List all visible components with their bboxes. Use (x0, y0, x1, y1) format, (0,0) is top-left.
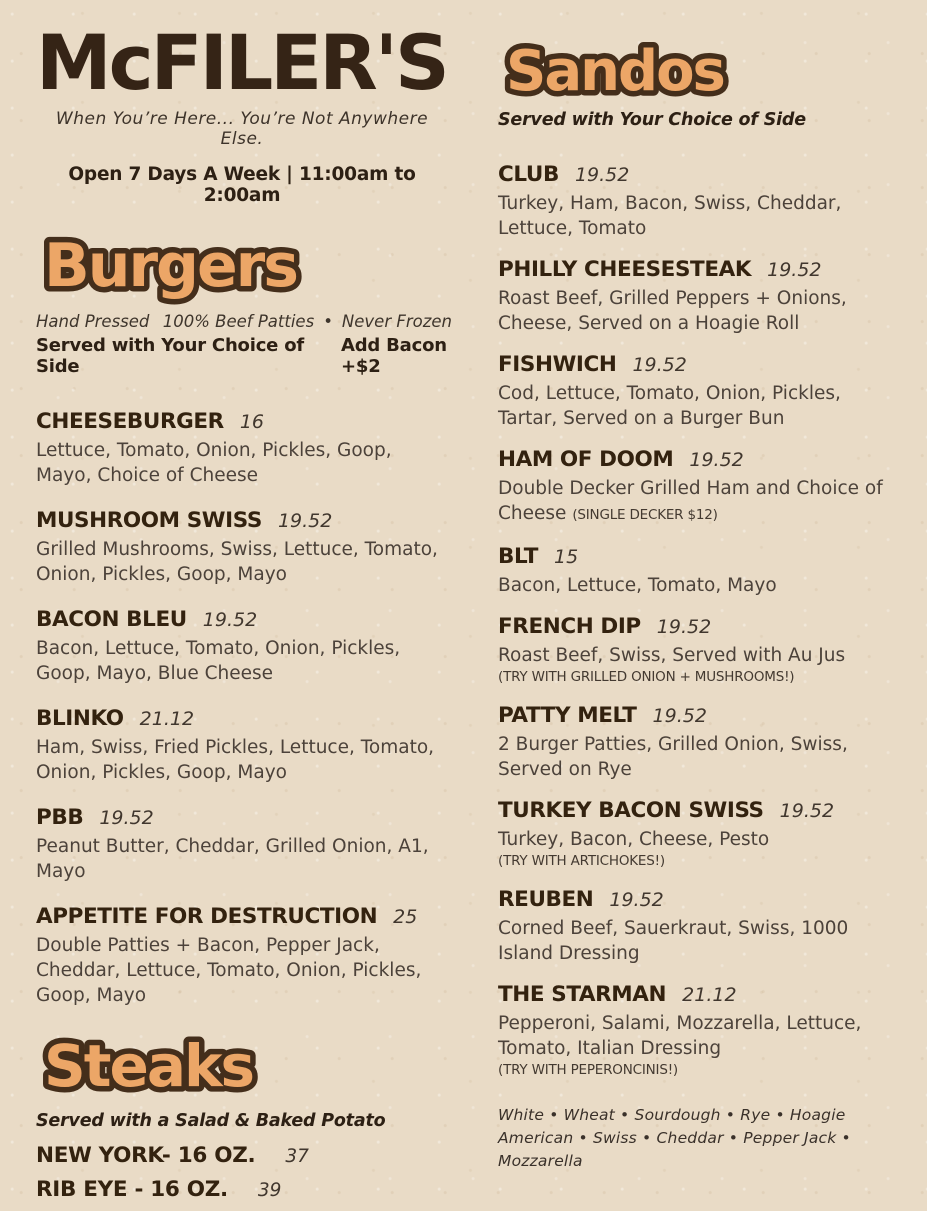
item-header (498, 703, 907, 728)
item-name: PHILLY CHEESESTEAK (498, 257, 752, 282)
item-header (36, 409, 476, 434)
item-description: Corned Beef, Sauerkraut, Swiss, 1000 Island Dressing (498, 918, 849, 964)
item-price: 19.52 (779, 800, 835, 822)
item-header (498, 257, 907, 282)
menu-item (36, 607, 476, 686)
item-price: 25 (393, 905, 418, 928)
item-header (498, 352, 907, 377)
item-name: BLT (498, 544, 538, 569)
item-description-text: Double Decker Grilled Ham and Choice of Cheese (498, 478, 883, 524)
item-price: 19.52 (277, 509, 333, 532)
right-column (498, 24, 907, 1211)
item-description: Ham, Swiss, Fried Pickles, Lettuce, Tomato, Onion, Pickles, Goop, Mayo (36, 736, 435, 783)
tag-bullet: • (323, 311, 333, 331)
item-description: Turkey, Ham, Bacon, Swiss, Cheddar, Lettuce, Tomato (498, 193, 842, 239)
burgers-served-line (36, 335, 476, 377)
burgers-bacon-addon: Add Bacon +$2 (341, 334, 447, 377)
item-header (36, 904, 476, 929)
hours-line: Open 7 Days A Week | 11:00am to 2:00am (68, 163, 416, 206)
item-description: Roast Beef, Grilled Peppers + Onions, Cheese, Served on a Hoagie Roll (498, 288, 847, 334)
restaurant-tagline: When You’re Here... You’re Not Anywhere Else. (55, 108, 429, 149)
sandos-item-list (498, 162, 907, 1080)
menu-item (36, 706, 476, 785)
menu-item (36, 1143, 476, 1168)
item-description: 2 Burger Patties, Grilled Onion, Swiss, Served on Rye (498, 734, 848, 780)
tag-beef-patties: 100% Beef Patties (162, 311, 315, 331)
item-inline-note: (SINGLE DECKER $12) (572, 507, 718, 523)
item-name: REUBEN (498, 887, 594, 912)
item-name: THE STARMAN (498, 982, 667, 1007)
item-price: 21.12 (682, 984, 737, 1006)
menu-item (498, 703, 907, 782)
burgers-served: Served with Your Choice of Side (36, 334, 305, 377)
item-name: BLINKO (36, 705, 124, 731)
item-header (498, 544, 907, 569)
menu-item (498, 447, 907, 528)
section-sandos (498, 34, 907, 1173)
item-description: Bacon, Lettuce, Tomato, Mayo (498, 575, 777, 596)
item-header (498, 447, 907, 472)
steaks-served: Served with a Salad & Baked Potato (36, 1110, 386, 1131)
tag-hand-pressed: Hand Pressed (36, 311, 150, 331)
section-burgers (36, 226, 476, 1008)
section-steaks (36, 1028, 476, 1202)
item-price: 19.52 (574, 164, 630, 186)
item-description: Peanut Butter, Cheddar, Grilled Onion, A1, Mayo (36, 835, 429, 882)
burgers-heading (36, 226, 336, 310)
item-name: FRENCH DIP (498, 614, 641, 639)
restaurant-title: McFILER'S (36, 18, 447, 107)
item-name: NEW YORK- 16 OZ. (36, 1142, 256, 1168)
item-header (498, 162, 907, 187)
item-header (36, 607, 476, 632)
item-description: Bacon, Lettuce, Tomato, Onion, Pickles, Goop, Mayo, Blue Cheese (36, 637, 401, 684)
left-column (36, 18, 476, 1211)
item-price: 21.12 (139, 707, 195, 730)
item-name: PBB (36, 804, 84, 830)
menu-item (498, 887, 907, 966)
menu-item (498, 614, 907, 687)
item-price: 19.52 (632, 354, 687, 376)
steaks-heading-text: Steaks (44, 1031, 254, 1100)
item-price: 19.52 (99, 806, 154, 829)
item-name: PATTY MELT (498, 703, 637, 728)
item-description: Grilled Mushrooms, Swiss, Lettuce, Tomato, Onion, Pickles, Goop, Mayo (36, 538, 438, 585)
side-options (498, 1104, 907, 1173)
item-price: 19.52 (767, 259, 822, 281)
item-price: 15 (554, 546, 579, 568)
menu-item (36, 508, 476, 587)
item-price: 16 (239, 410, 264, 433)
item-name: RIB EYE - 16 OZ. (36, 1176, 228, 1202)
item-description (498, 476, 894, 528)
menu-item (498, 352, 907, 431)
item-price: 19.52 (652, 705, 707, 727)
item-name: BACON BLEU (36, 606, 187, 632)
item-note: (TRY WITH GRILLED ONION + MUSHROOMS!) (498, 669, 795, 685)
item-header (498, 614, 907, 639)
burgers-heading-text: Burgers (44, 230, 297, 301)
steaks-heading (36, 1028, 276, 1108)
item-name: HAM OF DOOM (498, 447, 674, 472)
item-price: 19.52 (656, 616, 712, 638)
item-name: MUSHROOM SWISS (36, 507, 262, 533)
item-header (36, 805, 476, 830)
menu-item (498, 544, 907, 598)
item-description: Lettuce, Tomato, Onion, Pickles, Goop, Mayo, Choice of Cheese (36, 439, 392, 486)
item-description: Double Patties + Bacon, Pepper Jack, Cheddar, Lettuce, Tomato, Onion, Pickles, Goop, Mayo (36, 934, 422, 1006)
item-header (36, 508, 476, 533)
bread-options: White • Wheat • Sourdough • Rye • Hoagie (498, 1106, 846, 1124)
menu-item (498, 982, 907, 1080)
burgers-tags-line (36, 312, 452, 331)
item-header (498, 798, 907, 823)
item-price: 19.52 (609, 889, 664, 911)
sandos-heading (498, 34, 748, 110)
item-name: CHEESEBURGER (36, 408, 224, 434)
sandos-heading-text: Sandos (506, 39, 724, 104)
menu-header (36, 18, 476, 206)
item-name: CLUB (498, 162, 559, 187)
item-name: TURKEY BACON SWISS (498, 798, 764, 823)
menu-item (498, 257, 907, 336)
tag-group (163, 312, 452, 331)
item-description: Cod, Lettuce, Tomato, Onion, Pickles, Tartar, Served on a Burger Bun (498, 383, 841, 429)
item-header (498, 982, 907, 1007)
item-header (36, 706, 476, 731)
menu-item (498, 162, 907, 241)
steaks-item-list (36, 1143, 476, 1202)
item-description: Pepperoni, Salami, Mozzarella, Lettuce, Tomato, Italian Dressing (498, 1013, 862, 1059)
item-name: APPETITE FOR DESTRUCTION (36, 903, 378, 929)
menu-item (36, 1177, 476, 1202)
item-name: FISHWICH (498, 352, 617, 377)
menu-item (36, 805, 476, 884)
item-header (498, 887, 907, 912)
item-note: (TRY WITH ARTICHOKES!) (498, 853, 665, 869)
item-description: Turkey, Bacon, Cheese, Pesto (498, 829, 770, 850)
item-price: 39 (257, 1179, 282, 1201)
item-price: 37 (285, 1145, 309, 1167)
menu-item (498, 798, 907, 871)
burgers-item-list (36, 409, 476, 1008)
item-description: Roast Beef, Swiss, Served with Au Jus (498, 645, 846, 666)
tag-never-frozen: Never Frozen (341, 311, 452, 331)
menu-item (36, 904, 476, 1008)
item-price: 19.52 (202, 608, 258, 631)
cheese-options: American • Swiss • Cheddar • Pepper Jack • Mozzarella (498, 1129, 851, 1170)
item-price: 19.52 (689, 449, 744, 471)
item-note: (TRY WITH PEPERONCINIS!) (498, 1062, 678, 1078)
menu-item (36, 409, 476, 488)
sandos-served: Served with Your Choice of Side (498, 110, 806, 130)
